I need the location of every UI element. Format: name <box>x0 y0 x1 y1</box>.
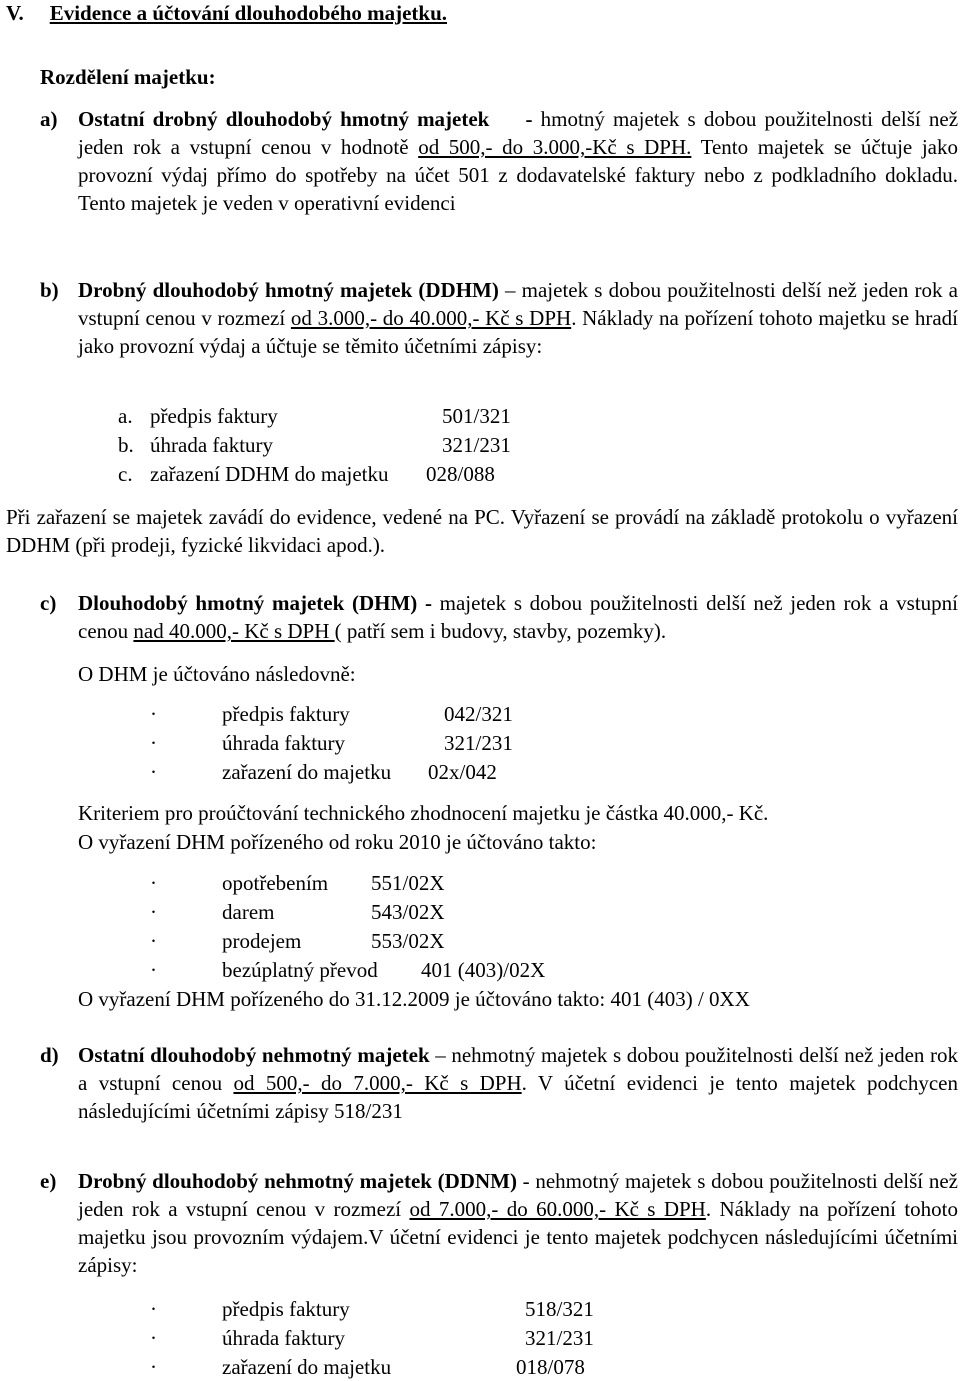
section-a-title: Ostatní drobný dlouhodobý hmotný majetek <box>78 107 490 131</box>
list-item: · zařazení do majetku 018/078 <box>150 1355 585 1379</box>
section-e-text: Drobný dlouhodobý nehmotný majetek (DDNM) - nehmotný majetek s dobou použitelnosti delší než jeden rok a vstupní cenou v rozmezí od 7.000,- do 60.000,- Kč s DPH. Náklady na pořízení tohoto majetku jsou provozním výdajem.V účetní evidenci je tento majetek podchycen následujícími účetními zápisy: <box>78 1169 959 1277</box>
list-item: · úhrada faktury 321/231 <box>150 731 513 755</box>
list-item: a. předpis faktury 501/321 <box>118 404 511 428</box>
list-item: · darem 543/02X <box>150 900 445 924</box>
section-b-text: Drobný dlouhodobý hmotný majetek (DDHM) – majetek s dobou použitelnosti delší než jeden rok a vstupní cenou v rozmezí od 3.000,- do 40.000,- Kč s DPH. Náklady na pořízení tohoto majetku se hradí jako provozní výdaj a účtuje se těmito účetními zápisy: <box>78 278 958 358</box>
list-item: · zařazení do majetku 02x/042 <box>150 760 497 784</box>
list-item: · předpis faktury 042/321 <box>150 702 513 726</box>
section-a-marker: a) <box>40 107 58 131</box>
section-c-marker: c) <box>40 591 57 615</box>
section-b-title: Drobný dlouhodobý hmotný majetek (DDHM) <box>78 278 499 302</box>
disposal-before-2010: O vyřazení DHM pořízeného do 31.12.2009 je účtováno takto: 401 (403) / 0XX <box>78 987 750 1011</box>
chapter-heading <box>6 0 447 27</box>
section-d-text: Ostatní dlouhodobý nehmotný majetek – nehmotný majetek s dobou použitelnosti delší než jeden rok a vstupní cenou od 500,- do 7.000,- Kč s DPH. V účetní evidenci je tento majetek podchycen následujícími účetními zápisy 518/231 <box>78 1043 959 1123</box>
list-item: · předpis faktury 518/321 <box>150 1297 594 1321</box>
section-e-range: od 7.000,- do 60.000,- Kč s DPH <box>409 1197 706 1221</box>
section-c-range: nad 40.000,- Kč s DPH <box>133 619 335 643</box>
section-b-range: od 3.000,- do 40.000,- Kč s DPH <box>290 306 572 330</box>
list-item: c. zařazení DDHM do majetku 028/088 <box>118 462 495 486</box>
list-item: b. úhrada faktury 321/231 <box>118 433 511 457</box>
list-item: · prodejem 553/02X <box>150 929 445 953</box>
chapter-title: Evidence a účtování dlouhodobého majetku. <box>49 1 448 25</box>
dhm-accounting-intro: O DHM je účtováno následovně: <box>78 662 356 686</box>
disposal-intro: O vyřazení DHM pořízeného od roku 2010 je účtováno takto: <box>78 830 597 854</box>
section-a-range: od 500,- do 3.000,-Kč s DPH. <box>418 135 692 159</box>
section-c-title: Dlouhodobý hmotný majetek (DHM) - <box>78 591 432 615</box>
list-item: · úhrada faktury 321/231 <box>150 1326 594 1350</box>
section-a-text: Ostatní drobný dlouhodobý hmotný majetek - hmotný majetek s dobou použitelnosti delší než jeden rok a vstupní cenou v hodnotě od 500,- do 3.000,-Kč s DPH. Tento majetek se účtuje jako provozní výdaj přímo do spotřeby na účet 501 z dodavatelské faktury nebo z podkladního dokladu. Tento majetek je veden v operativní evidenci <box>78 107 959 215</box>
chapter-number: V. <box>6 1 24 25</box>
section-c-text: Dlouhodobý hmotný majetek (DHM) - majetek s dobou použitelnosti delší než jeden rok a vstupní cenou nad 40.000,- Kč s DPH ( patří sem i budovy, stavby, pozemky). <box>78 591 958 643</box>
section-d-title: Ostatní dlouhodobý nehmotný majetek <box>78 1043 430 1067</box>
section-d-marker: d) <box>40 1043 59 1067</box>
section-e-title: Drobný dlouhodobý nehmotný majetek (DDNM) <box>78 1169 517 1193</box>
section-b-marker: b) <box>40 278 59 302</box>
division-title: Rozdělení majetku: <box>40 65 216 89</box>
list-item: · bezúplatný převod 401 (403)/02X <box>150 958 546 982</box>
list-item: · opotřebením 551/02X <box>150 871 445 895</box>
technical-improvement-criterion: Kriteriem pro proúčtování technického zhodnocení majetku je částka 40.000,- Kč. <box>78 801 769 825</box>
section-e-marker: e) <box>40 1169 57 1193</box>
section-d-range: od 500,- do 7.000,- Kč s DPH <box>233 1071 522 1095</box>
ddhm-note: Při zařazení se majetek zavádí do evidence, vedené na PC. Vyřazení se provádí na základě protokolu o vyřazení DDHM (při prodeji, fyzické likvidaci apod.). <box>6 505 958 557</box>
